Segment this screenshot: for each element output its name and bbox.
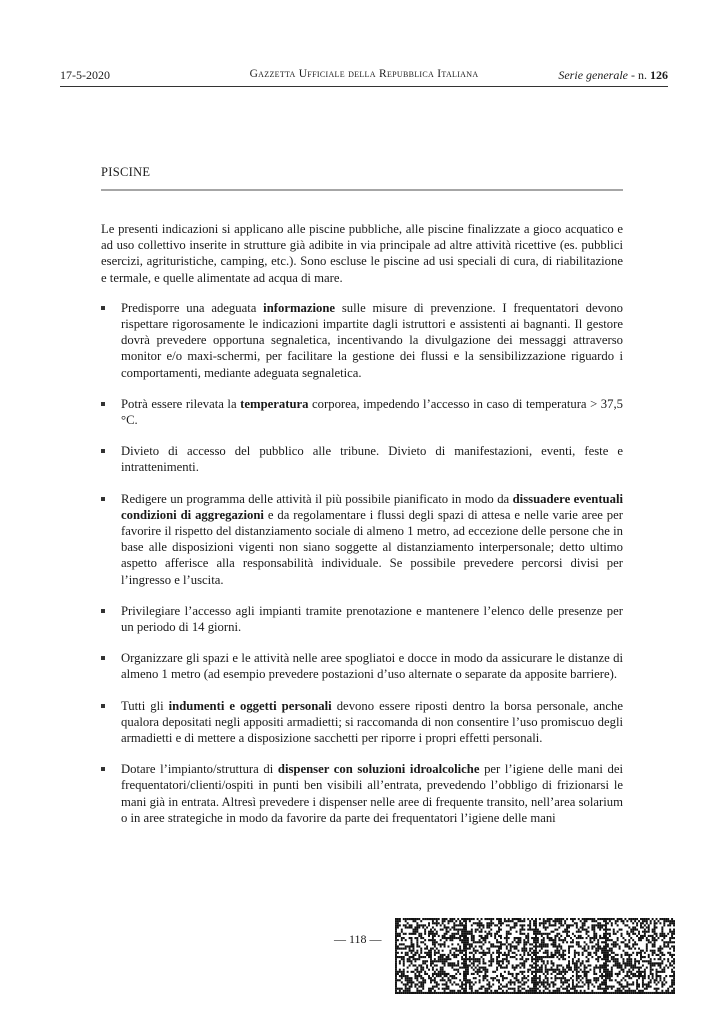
guideline-item <box>101 698 623 747</box>
guideline-emphasis: informazione <box>263 300 336 315</box>
guideline-item <box>101 443 623 475</box>
guideline-text: Privilegiare l’accesso agli impianti tramite prenotazione e mantenere l’elenco delle presenze per un periodo di 14 giorni. <box>121 603 623 635</box>
datamatrix-code-2 <box>465 918 535 994</box>
bullet-icon <box>101 609 105 613</box>
guideline-text: Predisporre una adeguata <box>121 300 264 315</box>
datamatrix-code-image <box>395 918 465 994</box>
header-number-prefix: - n. <box>628 68 650 82</box>
bullet-icon <box>101 767 105 771</box>
guideline-text: Dotare l’impianto/struttura di <box>121 762 278 777</box>
guideline-item <box>101 300 623 381</box>
guideline-item <box>101 396 623 428</box>
datamatrix-code-4 <box>605 918 675 994</box>
guideline-item <box>101 491 623 588</box>
datamatrix-code-image <box>465 918 535 994</box>
guideline-list <box>101 300 623 826</box>
guideline-emphasis: dissuadere eventuali condizioni di aggregazioni <box>121 491 623 522</box>
header-date: 17-5-2020 <box>60 68 110 82</box>
document-body <box>101 221 623 841</box>
guideline-text-continued: e da regolamentare i flussi degli spazi di attesa e nelle varie aree per favorire il rispetto del distanziamento sociale di almeno 1 metro, ad eccezione delle persone che in base alle disposizioni vigenti non siano soggette al distanziamento interpersonale; detto ultimo aspetto afferisce alla responsabilità individuale. Se possibile prevedere percorsi divisi per l’ingresso e l’uscita. <box>121 507 623 587</box>
bullet-icon <box>101 656 105 660</box>
header-series <box>558 68 668 83</box>
bullet-icon <box>101 497 105 501</box>
bullet-icon <box>101 704 105 708</box>
guideline-item <box>101 603 623 635</box>
bullet-icon <box>101 402 105 406</box>
section-divider <box>101 189 623 191</box>
guideline-text-continued: corporea, impedendo l’accesso in caso di temperatura > 37,5 °C. <box>121 396 623 428</box>
guideline-text: Redigere un programma delle attività il più possibile pianificato in modo da <box>121 491 513 506</box>
header-journal-title: Gazzetta Ufficiale della Repubblica Italiana <box>249 68 479 80</box>
guideline-text: Organizzare gli spazi e le attività nelle aree spogliatoi e docce in modo da assicurare le distanze di almeno 1 metro (ad esempio prevedere postazioni d’uso alternate o separate da apposite barriere). <box>121 651 623 682</box>
datamatrix-code-3 <box>535 918 605 994</box>
header-series-label: Serie generale <box>558 68 628 82</box>
page-header <box>60 68 668 86</box>
guideline-text: Divieto di accesso del pubblico alle tribune. Divieto di manifestazioni, eventi, feste e intrattenimenti. <box>121 444 623 475</box>
guideline-text: Tutti gli <box>121 698 169 713</box>
guideline-text: Potrà essere rilevata la <box>121 396 241 411</box>
bullet-icon <box>101 449 105 453</box>
datamatrix-code-image <box>535 918 605 994</box>
guideline-emphasis: dispenser con soluzioni idroalcoliche <box>277 762 480 777</box>
guideline-item <box>101 761 623 826</box>
page-footer <box>0 918 724 1018</box>
guideline-emphasis: temperatura <box>240 396 309 411</box>
intro-paragraph: Le presenti indicazioni si applicano alle piscine pubbliche, alle piscine finalizzate a gioco acquatico e ad uso collettivo inserite in strutture già adibite in via principale ad altre attività ricettive (es. pubblici esercizi, agrituristiche, camping, etc.). Sono escluse le piscine ad usi speciali di cura, di riabilitazione e termale, e quelle alimentate ad acqua di mare. <box>101 222 623 285</box>
guideline-emphasis: indumenti e oggetti personali <box>168 698 332 713</box>
header-issue-number: 126 <box>650 68 668 82</box>
bullet-icon <box>101 306 105 310</box>
guideline-text-continued: per l’igiene delle mani dei frequentatori/clienti/ospiti in punti ben visibili all’entrata, prevedendo l’obbligo di frizionarsi le mani già in entrata. Altresì prevedere i dispenser nelle aree di frequente transito, nell’area solarium o in aree strategiche in modo da favorire da parte dei frequentatori l’igiene delle mani <box>121 762 623 825</box>
datamatrix-code-image <box>605 918 675 994</box>
guideline-text-continued: sulle misure di prevenzione. I frequentatori devono rispettare rigorosamente le indicazioni impartite dagli istruttori e assistenti ai bagnanti. Il gestore dovrà prevedere opportuna segnaletica, incentivando la divulgazione dei messaggi attraverso monitor e/o maxi-schermi, per facilitare la gestione dei flussi e la sensibilizzazione riguardo i comportamenti, mediante adeguata segnaletica. <box>121 300 624 380</box>
guideline-text-continued: devono essere riposti dentro la borsa personale, anche qualora depositati negli appositi armadietti; si raccomanda di non consentire l’uso promiscuo degli armadietti e di mettere a disposizione sacchetti per riporre i propri effetti personali. <box>121 698 623 746</box>
header-divider <box>60 86 668 87</box>
section-title: PISCINE <box>101 165 151 179</box>
guideline-item <box>101 650 623 682</box>
datamatrix-code-1 <box>395 918 465 994</box>
page-number: — 118 — <box>334 932 382 946</box>
